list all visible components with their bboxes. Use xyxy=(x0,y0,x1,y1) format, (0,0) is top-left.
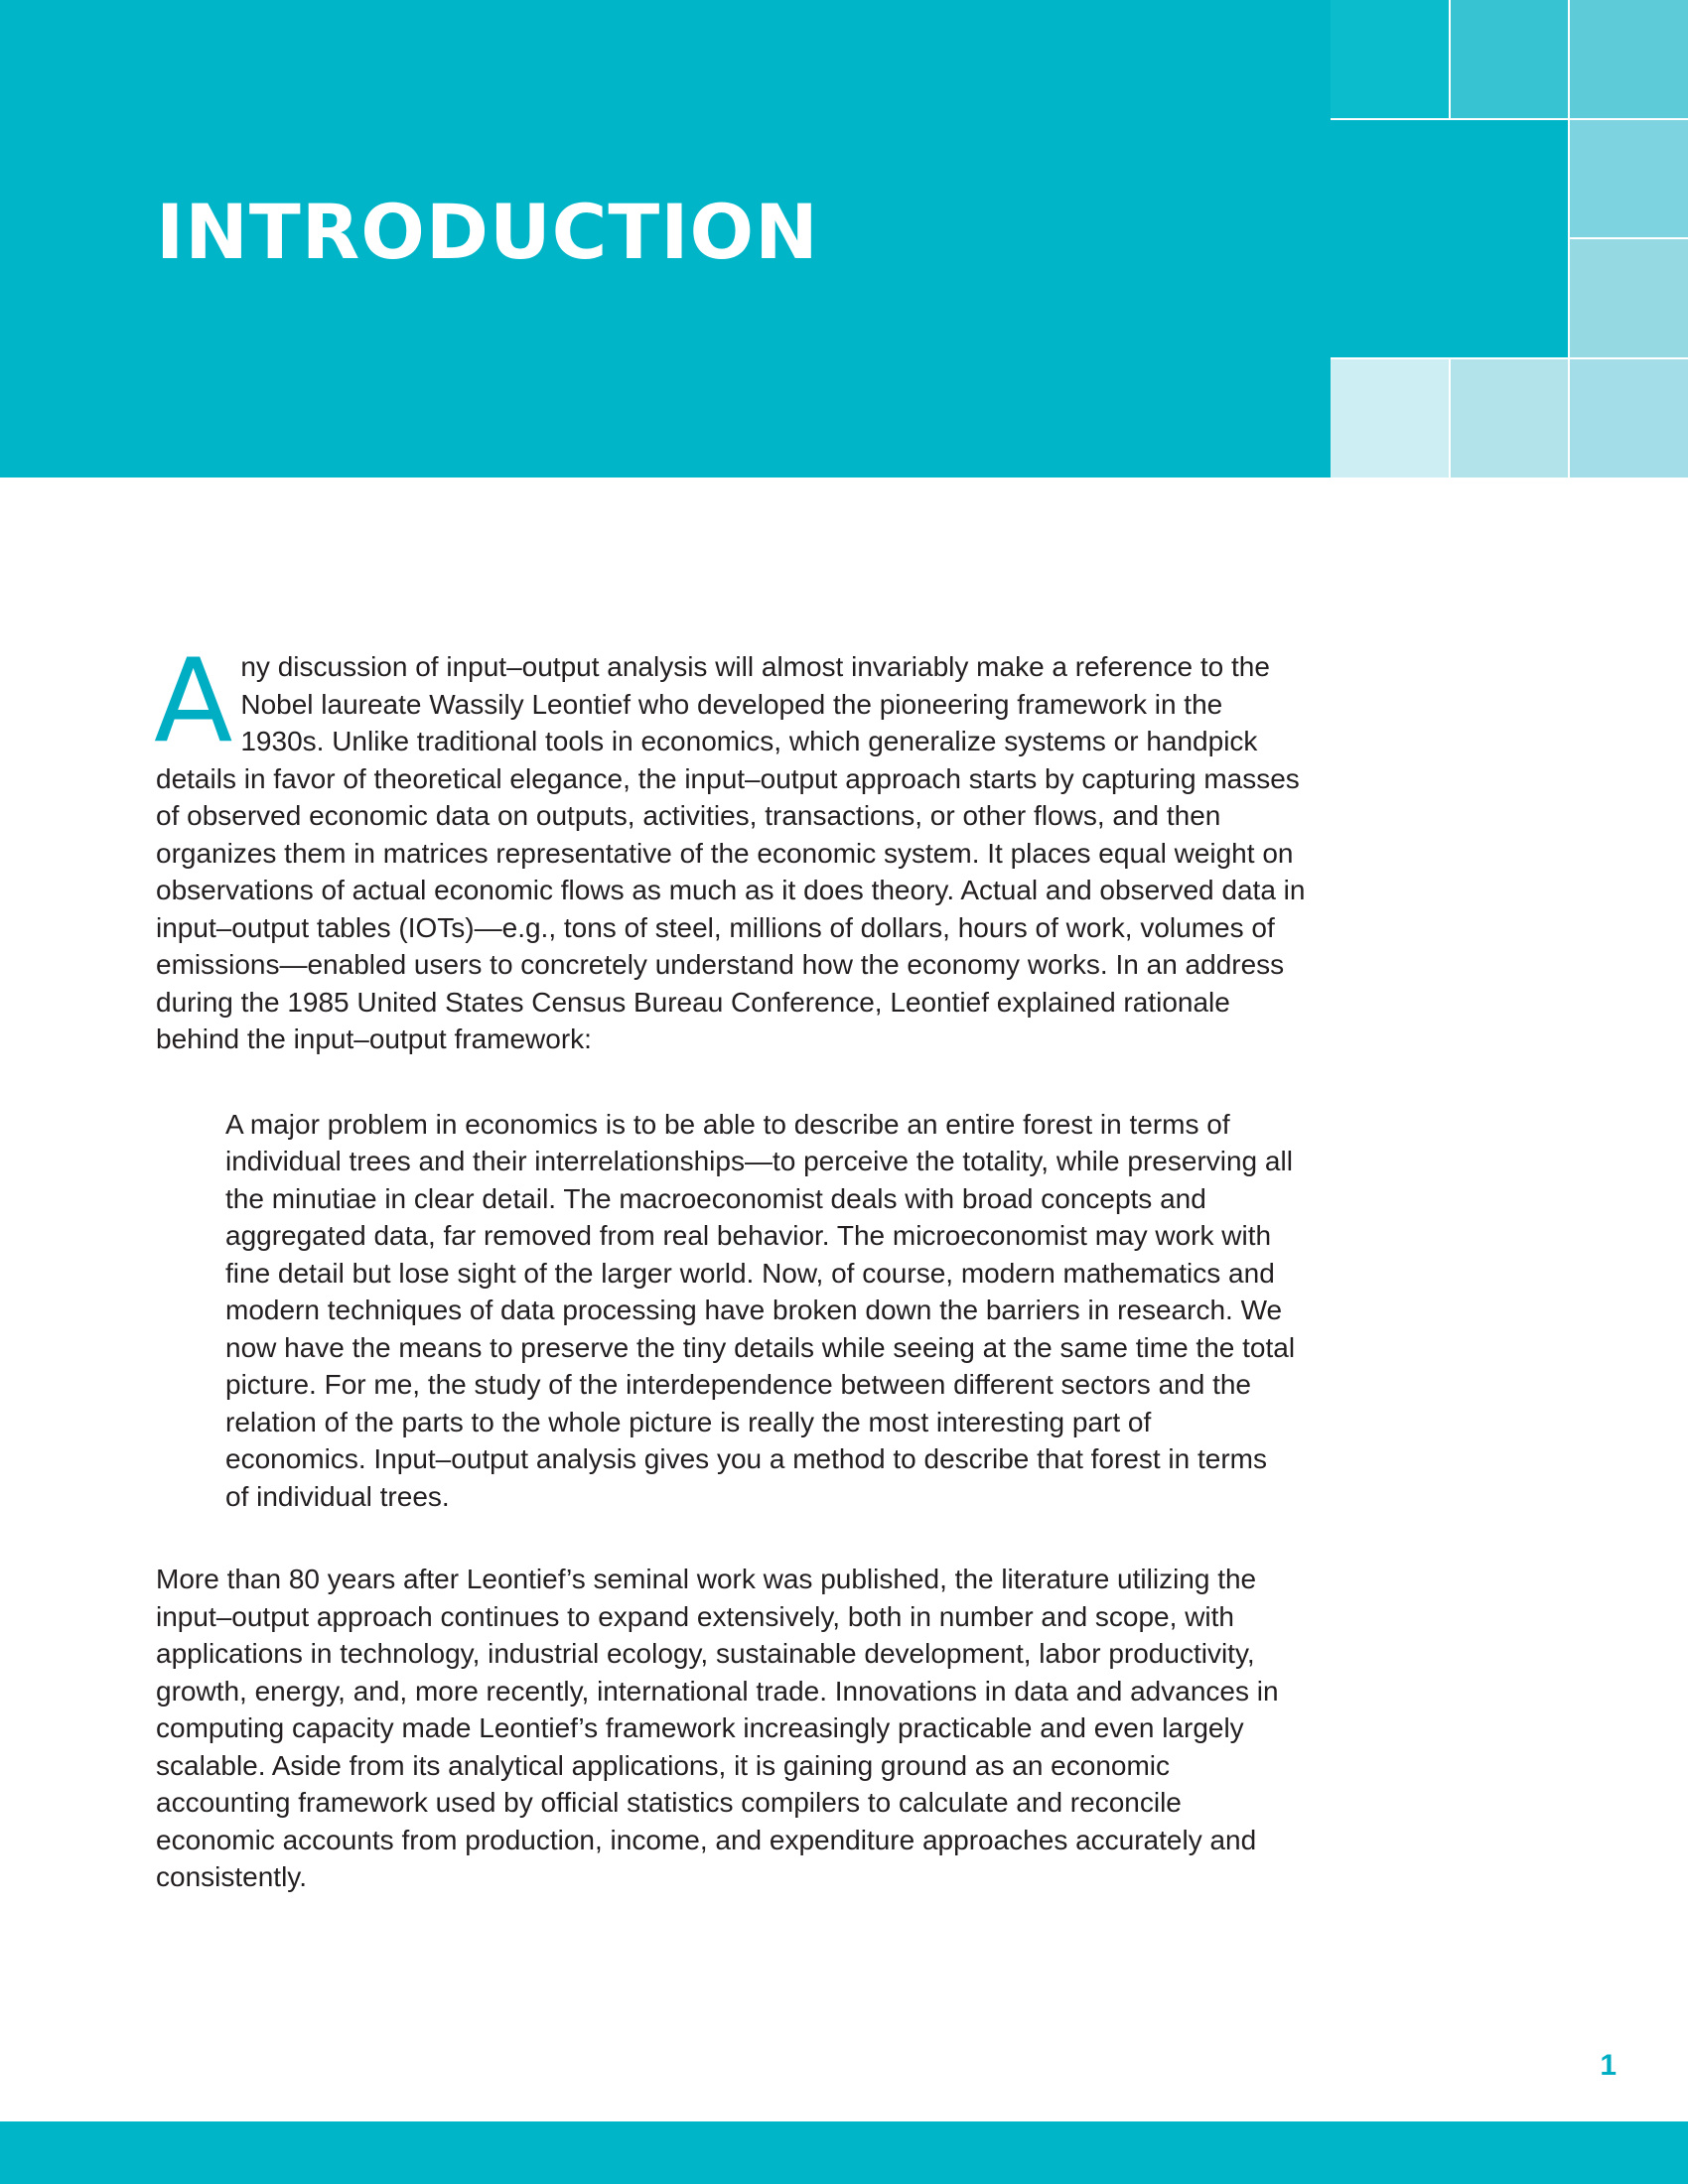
header-band xyxy=(0,0,1331,478)
leontief-quote: A major problem in economics is to be able to describe an entire forest in terms of individual trees and their interrelationships—to perceive the totality, while preserving all the minutiae in clear detail. The macroeconomist deals with broad concepts and aggregated data, far removed from real behavior. The microeconomist may work with fine detail but lose sight of the larger world. Now, of course, modern mathematics and modern techniques of data processing have broken down the barriers in research. We now have the means to preserve the tiny details while seeing at the same time the total picture. For me, the study of the interdependence between different sectors and the relation of the parts to the whole picture is really the most interesting part of economics. Input–output analysis gives you a method to describe that forest in terms of individual trees. xyxy=(225,1108,1296,1512)
decorative-tile xyxy=(1331,120,1568,357)
decorative-tile xyxy=(1570,120,1688,237)
decorative-tile xyxy=(1451,0,1568,118)
decorative-tile xyxy=(1570,359,1688,478)
intro-paragraph-text: ny discussion of input–output analysis will almost invariably make a reference to the Nobel laureate Wassily Leontief who developed the pioneering framework in the 1930s. Unlike traditional tools in economics, which generalize systems or handpick details in favor of theoretical elegance, the input–output approach starts by capturing masses of observed economic data on outputs, activities, transactions, or other flows, and then organizes them in matrices representative of the economic system. It places equal weight on observations of actual economic flows as much as it does theory. Actual and observed data in input–output tables (IOTs)—e.g., tons of steel, millions of dollars, hours of work, volumes of emissions—enabled users to concretely understand how the economy works. In an address during the 1985 United States Census Bureau Conference, Leontief explained rationale behind the input–output framework: xyxy=(156,651,1306,1054)
drop-cap: A xyxy=(154,634,233,768)
body-text xyxy=(154,634,1308,1896)
decorative-tile xyxy=(1570,0,1688,118)
decorative-tile xyxy=(1331,0,1449,118)
intro-paragraph xyxy=(154,634,1308,1058)
second-paragraph: More than 80 years after Leontief’s seminal work was published, the literature utilizing the input–output approach continues to expand extensively, both in number and scope, with applications in technology, industrial ecology, sustainable development, labor productivity, growth, energy, and, more recently, international trade. Innovations in data and advances in computing capacity made Leontief’s framework increasingly practicable and even largely scalable. Aside from its analytical applications, it is gaining ground as an economic accounting framework used by official statistics compilers to calculate and reconcile economic accounts from production, income, and expenditure approaches accurately and consistently. xyxy=(156,1564,1279,1892)
page-number: 1 xyxy=(1600,2049,1617,2082)
page-title: INTRODUCTION xyxy=(156,188,819,276)
footer-band xyxy=(0,2121,1688,2184)
decorative-tile xyxy=(1451,359,1568,478)
decorative-tile xyxy=(1570,239,1688,357)
decorative-tile xyxy=(1331,359,1449,478)
